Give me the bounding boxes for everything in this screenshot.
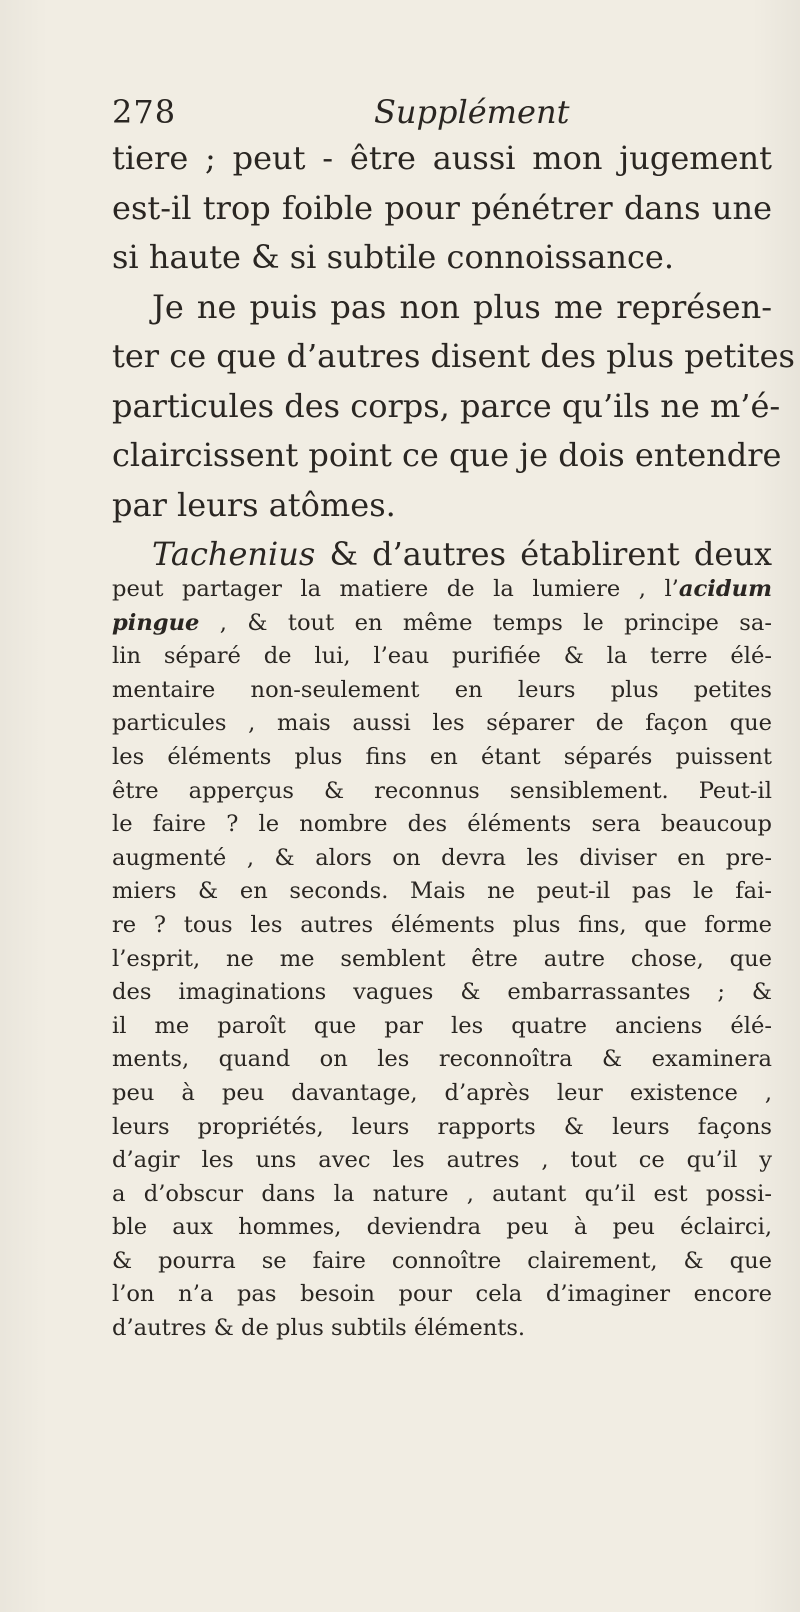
- latin-term: acidum: [678, 576, 772, 602]
- text-line: tiere ; peut - être aussi mon jugement: [112, 139, 772, 177]
- note-line: particules , mais aussi les séparer de façon que: [112, 710, 772, 737]
- main-text: [112, 134, 795, 580]
- note-line: des imaginations vagues & embarrassantes ; &: [112, 979, 772, 1006]
- text-fragment: & d’autres établirent deux: [315, 535, 772, 573]
- note-line: peu à peu davantage, d’après leur existence ,: [112, 1079, 772, 1106]
- text-line: si haute & si subtile connoissance.: [112, 238, 674, 276]
- note-line: miers & en seconds. Mais ne peut-il pas le fai-: [112, 878, 772, 905]
- text-fragment: , & tout en même temps le principe sa-: [199, 609, 772, 636]
- note-line: leurs propriétés, leurs rapports & leurs façons: [112, 1113, 772, 1140]
- running-head: [112, 92, 772, 132]
- author-name: Tachenius: [152, 535, 316, 573]
- note-line: être apperçus & reconnus sensiblement. Peut-il: [112, 777, 772, 804]
- note-line: d’autres & de plus subtils éléments.: [112, 1315, 526, 1342]
- page-number: 278: [112, 93, 177, 131]
- running-title: Supplément: [374, 93, 570, 131]
- text-fragment: peut partager la matiere de la lumiere , l’: [112, 576, 679, 602]
- text-line: particules des corps, parce qu’ils ne m’é-: [112, 386, 781, 425]
- note-line: mentaire non-seulement en leurs plus petites: [112, 676, 772, 703]
- note-line: augmenté , & alors on devra les diviser en pre-: [112, 844, 772, 871]
- footnote-text: [112, 573, 772, 1346]
- note-line: a d’obscur dans la nature , autant qu’il est possi-: [112, 1180, 772, 1207]
- note-line: lin séparé de lui, l’eau purifiée & la terre élé-: [112, 643, 772, 670]
- text-line: par leurs atômes.: [112, 485, 396, 524]
- text-line: est-il trop foible pour pénétrer dans une: [112, 188, 772, 227]
- note-line: [112, 573, 772, 607]
- latin-term: pingue: [112, 609, 200, 636]
- note-line: [112, 607, 772, 641]
- text-line: ter ce que d’autres disent des plus petites: [112, 337, 795, 375]
- note-line: d’agir les uns avec les autres , tout ce qu’il y: [112, 1147, 772, 1174]
- text-line: claircissent point ce que je dois entendre: [112, 436, 782, 474]
- note-line: ble aux hommes, deviendra peu à peu éclairci,: [112, 1214, 772, 1241]
- note-line: il me paroît que par les quatre anciens élé-: [112, 1012, 772, 1039]
- note-line: les éléments plus fins en étant séparés puissent: [112, 743, 772, 770]
- note-line: re ? tous les autres éléments plus fins, que forme: [112, 911, 772, 938]
- note-line: l’esprit, ne me semblent être autre chose, que: [112, 945, 772, 972]
- note-line: l’on n’a pas besoin pour cela d’imaginer encore: [112, 1281, 772, 1308]
- note-line: & pourra se faire connoître clairement, & que: [112, 1247, 772, 1274]
- text-line: Je ne puis pas non plus me représen-: [152, 287, 772, 326]
- note-line: ments, quand on les reconnoîtra & examinera: [112, 1046, 772, 1073]
- note-line: le faire ? le nombre des éléments sera beaucoup: [112, 811, 772, 838]
